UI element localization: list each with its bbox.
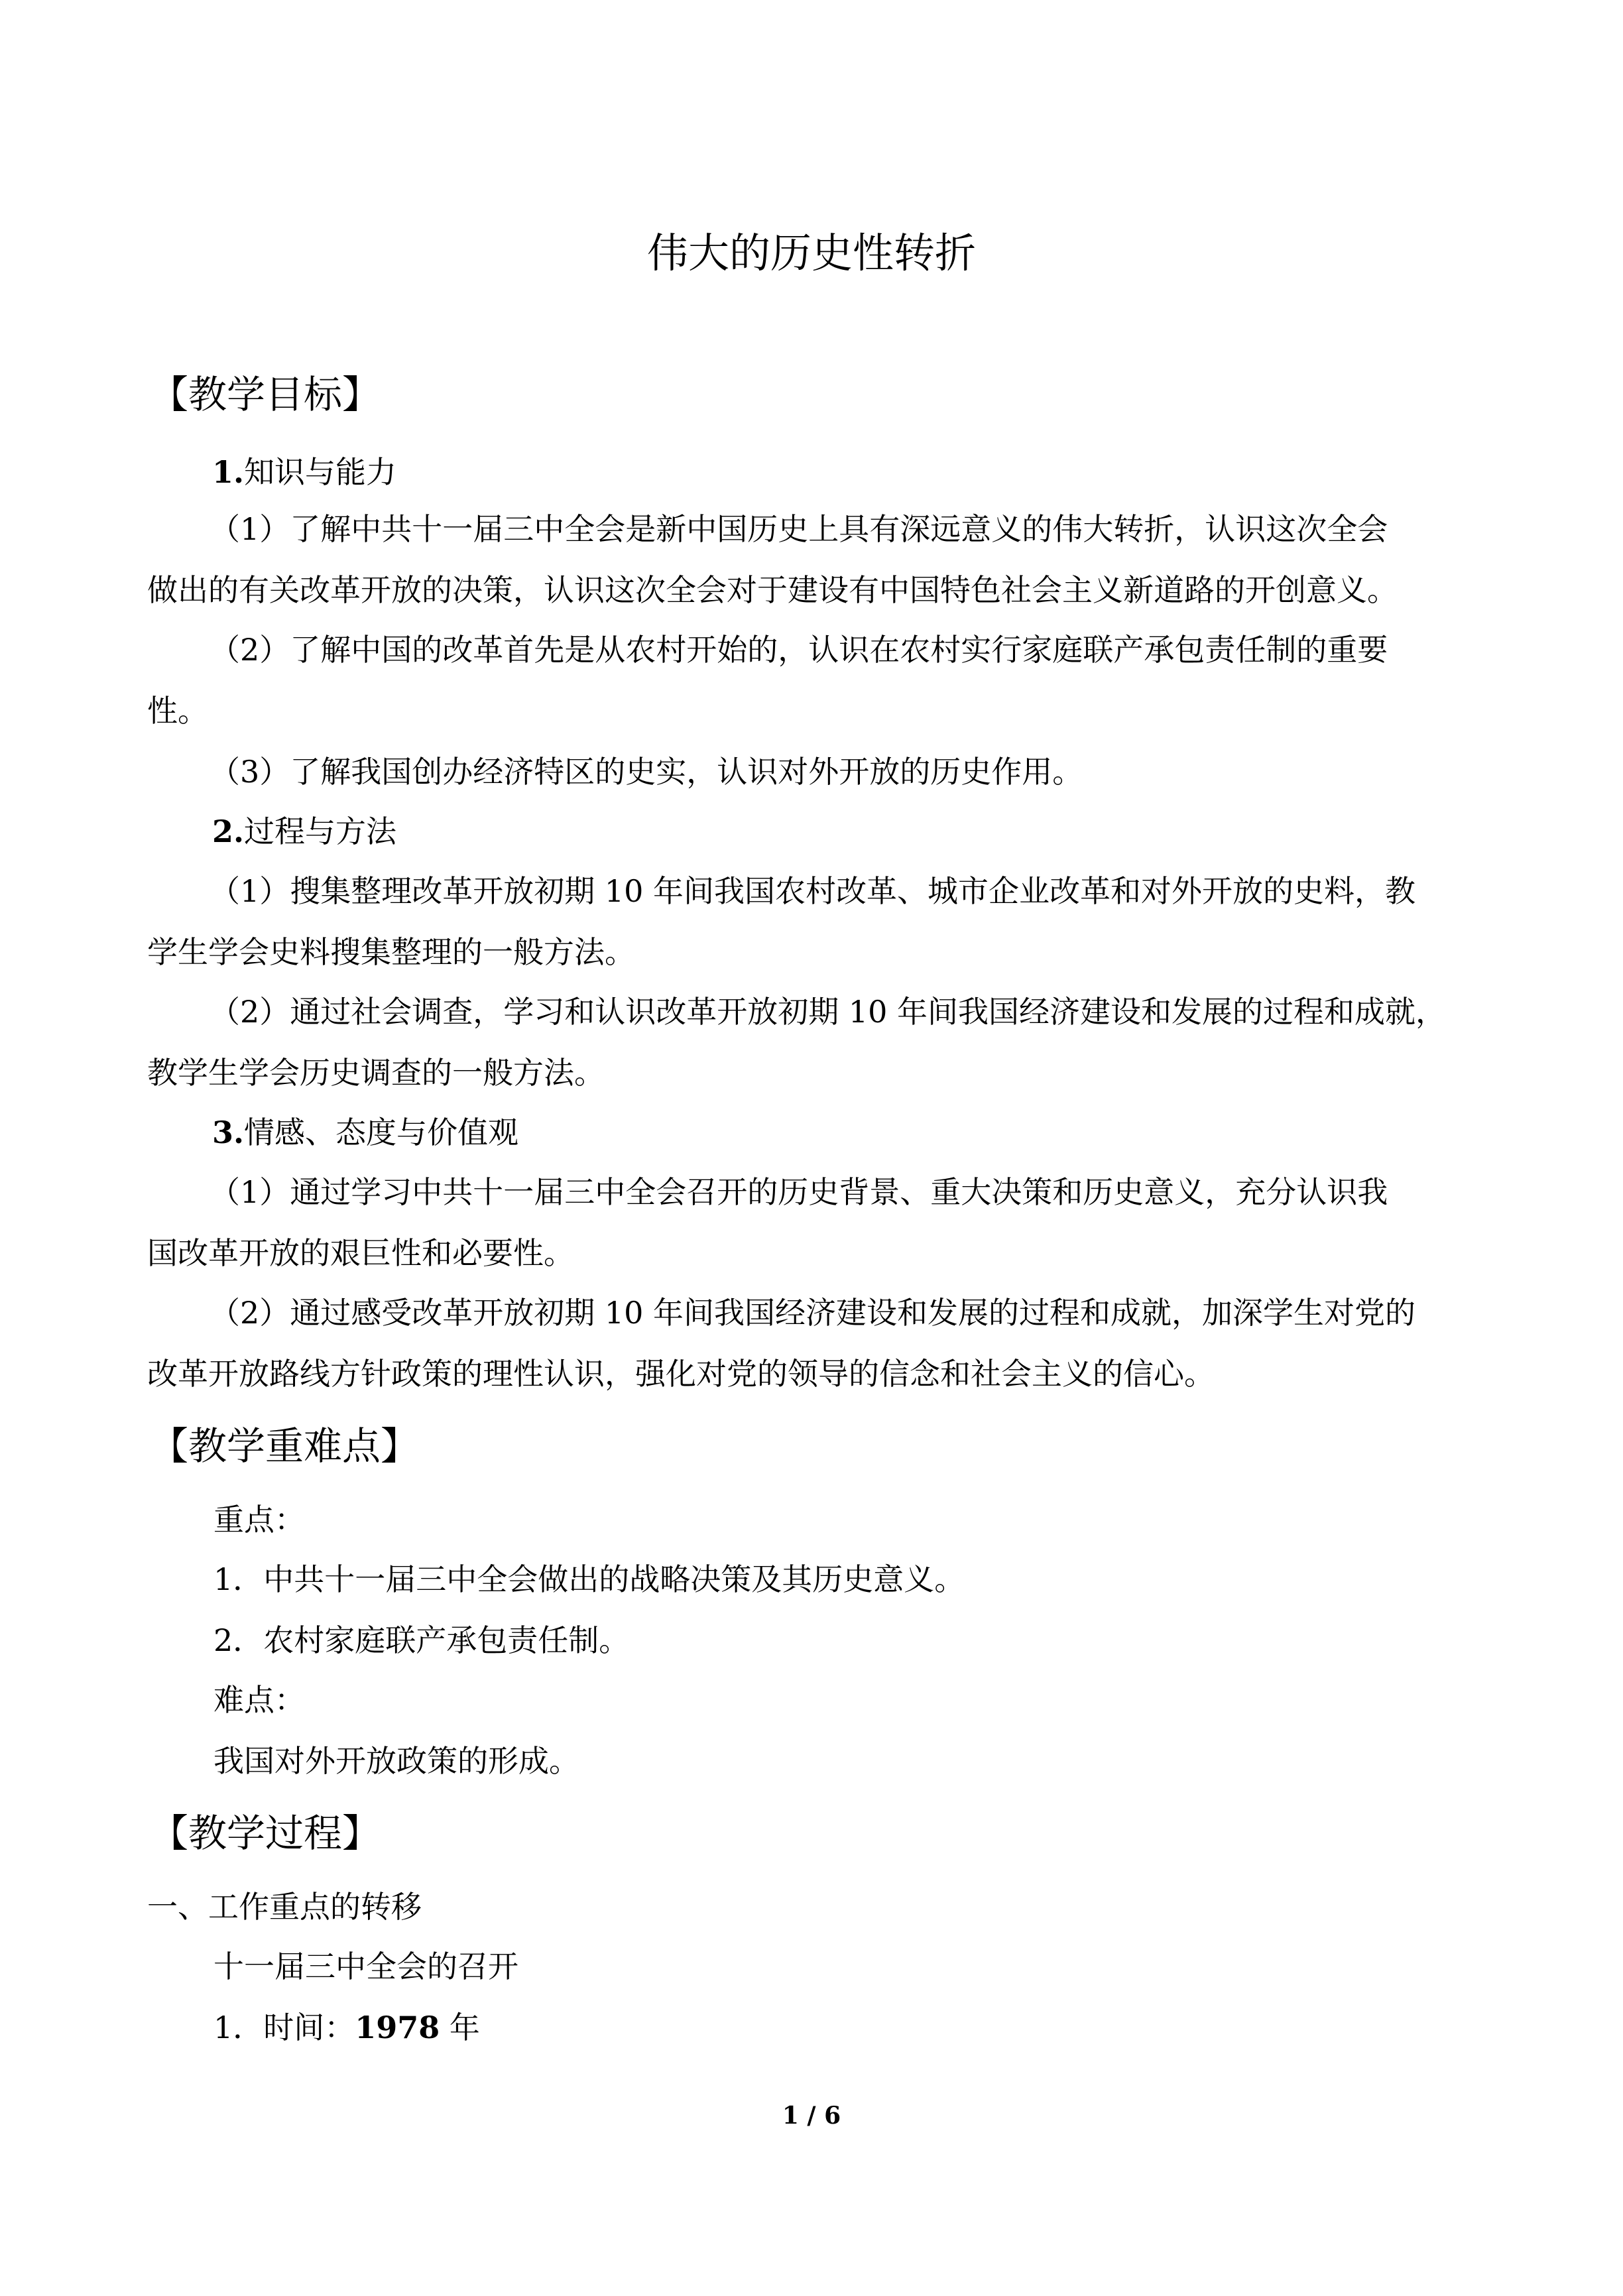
paragraph-line: （3）了解我国创办经济特区的史实，认识对外开放的历史作用。 (210, 754, 1083, 790)
section-heading-goals: 【教学目标】 (150, 372, 381, 417)
process-part-heading: 一、工作重点的转移 (147, 1889, 422, 1925)
paragraph-line: 国改革开放的艰巨性和必要性。 (147, 1235, 574, 1271)
goal-heading-number: 1. (212, 454, 245, 490)
key-item: 1．中共十一届三中全会做出的战略决策及其历史意义。 (213, 1561, 965, 1597)
process-item (213, 2009, 480, 2046)
paragraph-line: （2）了解中国的改革首先是从农村开始的，认识在农村实行家庭联产承包责任制的重要 (210, 632, 1388, 668)
goal-heading-number: 2. (212, 814, 245, 849)
goal-heading-knowledge (212, 453, 396, 491)
page-number: 1 / 6 (782, 2102, 841, 2130)
goal-heading-number: 3. (212, 1115, 245, 1150)
key-label: 重点： (213, 1502, 305, 1538)
paragraph-line: 性。 (147, 693, 208, 729)
section-heading-keypoints: 【教学重难点】 (150, 1423, 420, 1469)
document-title: 伟大的历史性转折 (646, 229, 976, 277)
paragraph-line: 学生学会史料搜集整理的一般方法。 (147, 934, 635, 970)
process-subheading: 十一届三中全会的召开 (213, 1949, 518, 1984)
paragraph-line: （1）搜集整理改革开放初期 10 年间我国农村改革、城市企业改革和对外开放的史料，教 (210, 873, 1416, 909)
process-item-label: 1．时间： (213, 2010, 355, 2045)
paragraph-line: 教学生学会历史调查的一般方法。 (147, 1055, 605, 1091)
paragraph-line: （1）了解中共十一届三中全会是新中国历史上具有深远意义的伟大转折，认识这次全会 (210, 511, 1388, 547)
paragraph-line: （2）通过感受改革开放初期 10 年间我国经济建设和发展的过程和成就，加深学生对党的 (210, 1295, 1416, 1331)
paragraph-line: （2）通过社会调查，学习和认识改革开放初期 10 年间我国经济建设和发展的过程和成就， (210, 994, 1447, 1030)
section-heading-process: 【教学过程】 (150, 1811, 381, 1856)
goal-heading-values (212, 1114, 518, 1151)
difficulty-item: 我国对外开放政策的形成。 (213, 1743, 579, 1779)
goal-heading-text: 情感、态度与价值观 (244, 1115, 519, 1150)
difficulty-label: 难点： (213, 1682, 305, 1718)
key-item: 2．农村家庭联产承包责任制。 (213, 1622, 630, 1658)
paragraph-line: 做出的有关改革开放的决策，认识这次全会对于建设有中国特色社会主义新道路的开创意义。 (147, 572, 1398, 608)
paragraph-line: 改革开放路线方针政策的理性认识，强化对党的领导的信念和社会主义的信心。 (147, 1356, 1215, 1392)
goal-heading-process (212, 813, 396, 850)
paragraph-line: （1）通过学习中共十一届三中全会召开的历史背景、重大决策和历史意义，充分认识我 (210, 1174, 1388, 1210)
goal-heading-text: 过程与方法 (244, 814, 397, 849)
goal-heading-text: 知识与能力 (244, 454, 397, 490)
process-item-year: 1978 (355, 2010, 440, 2045)
process-item-suffix: 年 (440, 2010, 480, 2045)
